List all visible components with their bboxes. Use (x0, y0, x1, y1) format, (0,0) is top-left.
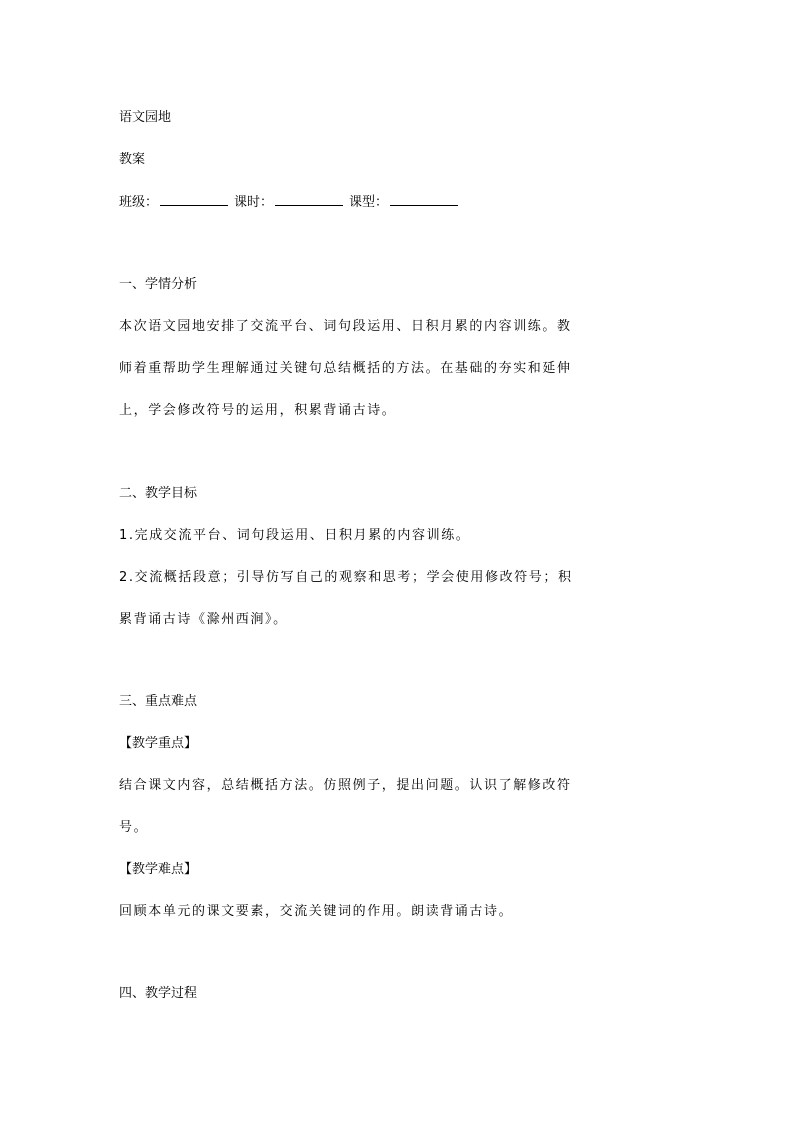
paragraph-line: 回顾本单元的课文要素，交流关键词的作用。朗读背诵古诗。 (119, 904, 514, 919)
section-heading: 一、学情分析 (119, 277, 198, 292)
section-heading: 三、重点难点 (119, 694, 198, 709)
class-label: 班级： (119, 195, 159, 210)
period-label: 课时： (234, 195, 274, 210)
period-blank (275, 194, 343, 206)
document-subtitle: 教案 (119, 152, 146, 167)
key-points-label: 【教学重点】 (119, 736, 198, 751)
type-blank (390, 194, 458, 206)
list-item-continued: 累背诵古诗《滁州西涧》。 (119, 612, 288, 627)
paragraph-line: 师着重帮助学生理解通过关键句总结概括的方法。在基础的夯实和延伸 (119, 361, 572, 376)
list-item: 2.交流概括段意；引导仿写自己的观察和思考；学会使用修改符号；积 (119, 570, 573, 585)
paragraph-line: 结合课文内容，总结概括方法。仿照例子，提出问题。认识了解修改符 (119, 778, 572, 793)
section-heading: 二、教学目标 (119, 486, 198, 501)
section-heading: 四、教学过程 (119, 986, 198, 1001)
document-title: 语文园地 (119, 110, 172, 125)
info-row (119, 194, 464, 211)
list-item: 1.完成交流平台、词句段运用、日积月累的内容训练。 (119, 528, 471, 543)
class-blank (160, 194, 228, 206)
paragraph-line: 号。 (119, 820, 149, 835)
type-label: 课型： (349, 195, 389, 210)
paragraph-line: 上，学会修改符号的运用，积累背诵古诗。 (119, 403, 397, 418)
difficult-points-label: 【教学难点】 (119, 862, 198, 877)
paragraph-line: 本次语文园地安排了交流平台、词句段运用、日积月累的内容训练。教 (119, 319, 572, 334)
